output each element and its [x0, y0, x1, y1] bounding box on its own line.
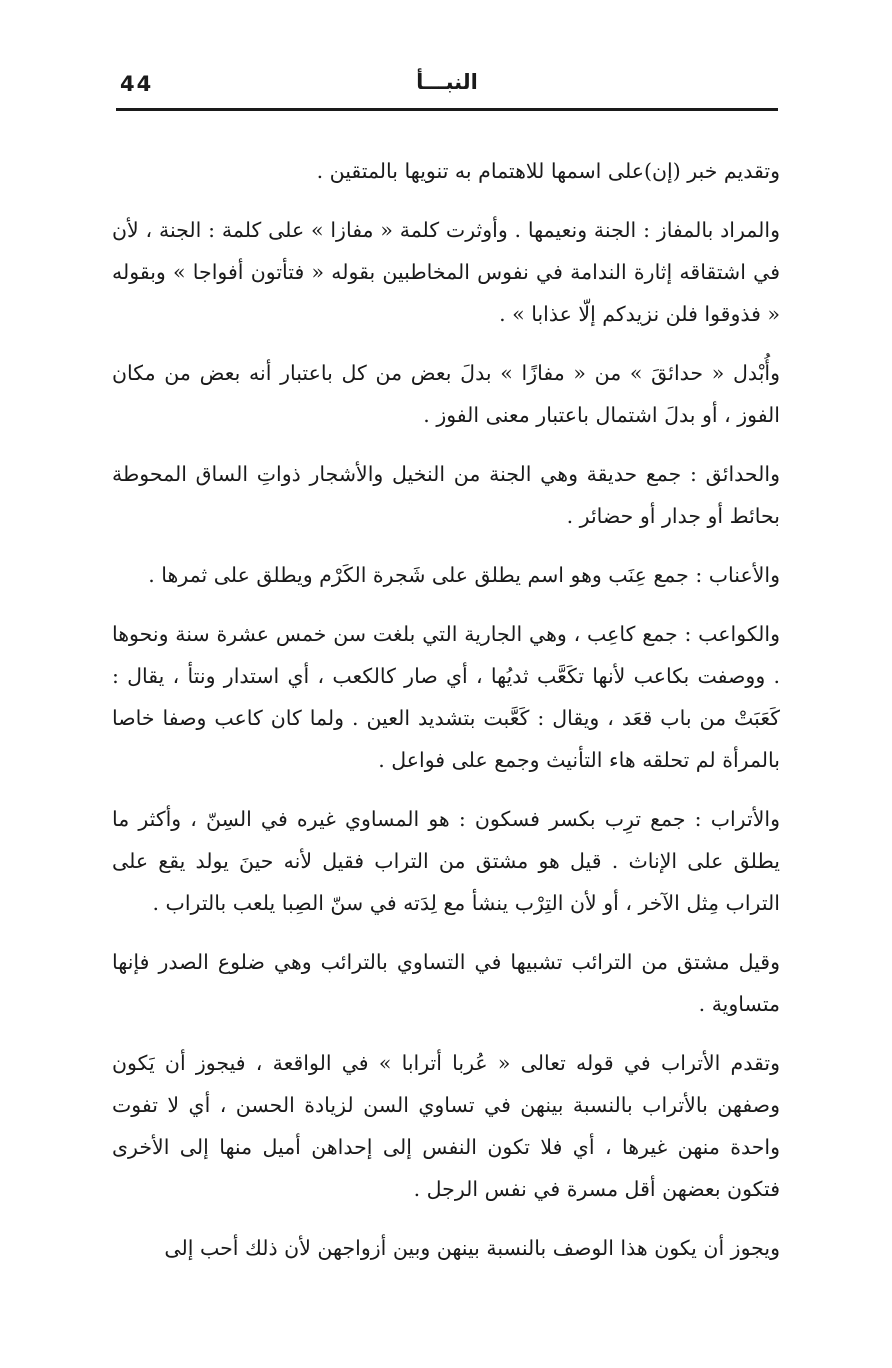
paragraph-1: وتقديم خبر (إن)على اسمها للاهتمام به تنويها بالمتقين .: [316, 159, 780, 183]
paragraph-5: والأعناب : جمع عِنَب وهو اسم يطلق على شَجرة الكَرْم ويطلق على ثمرها .: [148, 563, 780, 587]
paragraph-6: والكواعب : جمع كاعِب ، وهي الجارية التي بلغت سن خمس عشرة سنة ونحوها . ووصفت بكاعب لأنها تكَعَّب ثديُها ، أي صار كالكعب ، أي استدار ونتأ ، يقال : كَعَبَتْ من باب قعَد ، ويقال : كَعَّبت بتشديد العين . ولما كان كاعب وصفا خاصا بالمرأة لم تحلقه هاء التأنيث وجمع على فواعل .: [112, 622, 780, 772]
header-rule: [116, 108, 778, 111]
paragraph-8: وقيل مشتق من الترائب تشبيها في التساوي بالترائب وهي ضلوع الصدر فإنها متساوية .: [112, 950, 780, 1016]
paragraph-9: وتقدم الأتراب في قوله تعالى « عُربا أترابا » في الواقعة ، فيجوز أن يَكون وصفهن بالأتراب بالنسبة بينهن في تساوي السن لزيادة الحسن ، أي لا تفوت واحدة منهن غيرها ، أي فلا تكون النفس إلى إحداهن أميل منها إلى الأخرى فتكون بعضهن أقل مسرة في نفس الرجل .: [112, 1051, 780, 1201]
paragraph-3: وأُبْدل « حدائقَ » من « مفازًا » بدلَ بعض من كل باعتبار أنه بعض من مكان الفوز ، أو بدلَ اشتمال باعتبار معنى الفوز .: [112, 361, 780, 427]
page-number: 44: [120, 72, 154, 96]
page-header: [116, 62, 778, 108]
paragraph-10: ويجوز أن يكون هذا الوصف بالنسبة بينهن وبين أزواجهن لأن ذلك أحب إلى: [164, 1236, 780, 1260]
body-text: [112, 150, 780, 1286]
running-title: النبـــأ: [416, 70, 478, 94]
paragraph-2: والمراد بالمفاز : الجنة ونعيمها . وأوثرت كلمة « مفازا » على كلمة : الجنة ، لأن في اشتقاقه إثارة الندامة في نفوس المخاطبين بقوله « فتأتون أفواجا » وبقوله « فذوقوا فلن نزيدكم إلّا عذابا » .: [112, 218, 780, 326]
paragraph-7: والأتراب : جمع ترِب بكسر فسكون : هو المساوي غيره في السِنّ ، وأكثر ما يطلق على الإناث . قيل هو مشتق من التراب فقيل لأنه حينَ يولد يقع على التراب مِثل الآخر ، أو لأن التِرْب ينشأ مع لِدَته في سنّ الصِبا يلعب بالتراب .: [112, 807, 780, 915]
paragraph-4: والحدائق : جمع حديقة وهي الجنة من النخيل والأشجار ذواتِ الساق المحوطة بحائط أو جدار أو حضائر .: [112, 462, 781, 528]
